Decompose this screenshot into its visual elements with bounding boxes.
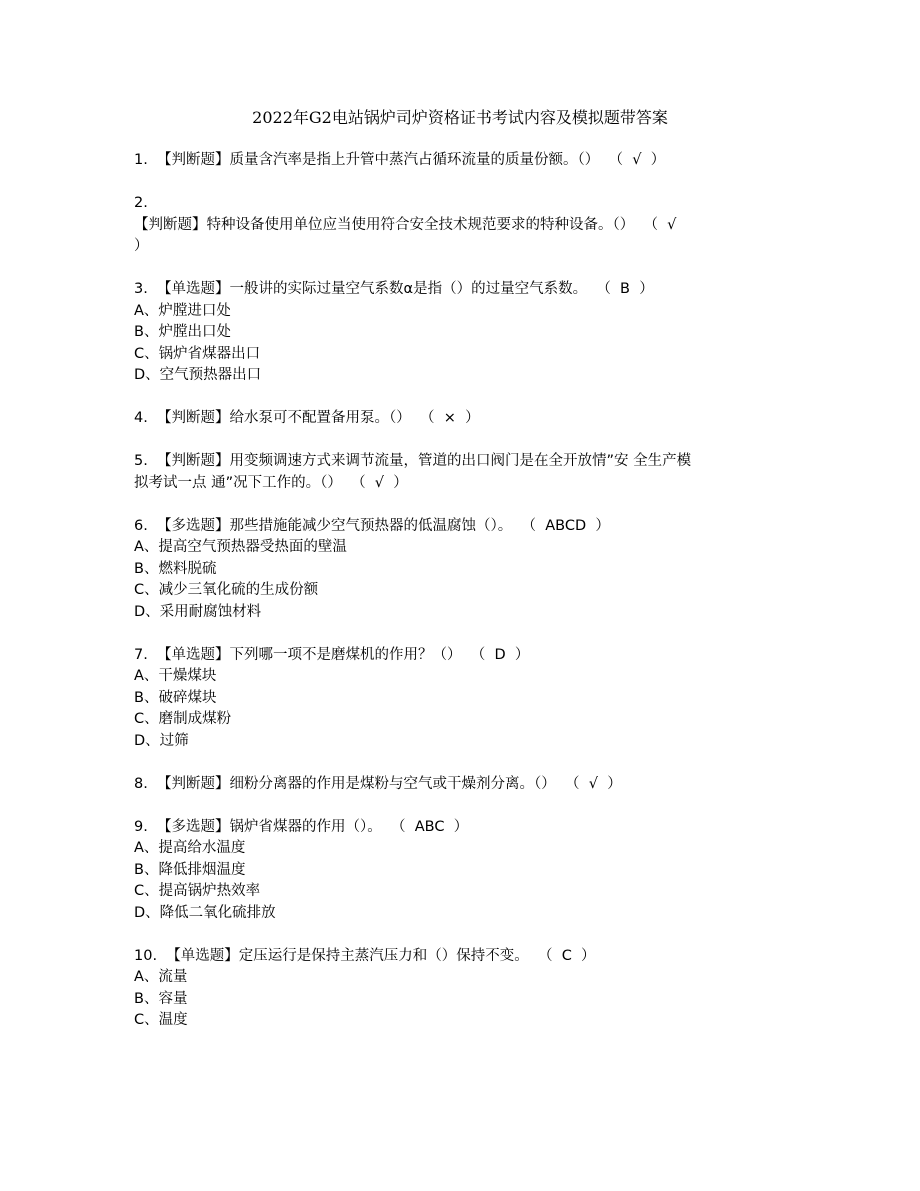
question-option: A、提高给水温度 [134, 840, 246, 856]
question-text: 8. 【判断题】细粉分离器的作用是煤粉与空气或干燥剂分离。（） （ √ ） [134, 775, 622, 792]
question-text: 5. 【判断题】用变频调速方式来调节流量，管道的出口阀门是在全开放情”安 全生产模 [134, 453, 692, 469]
question-item [134, 150, 794, 172]
document-title: 2022年G2电站锅炉司炉资格证书考试内容及模拟题带答案 [252, 108, 668, 127]
question-item [134, 774, 794, 796]
question-option: B、燃料脱硫 [134, 560, 217, 577]
question-option: A、流量 [134, 969, 188, 985]
question-option: C、提高锅炉热效率 [134, 883, 261, 899]
question-option: A、炉膛进口处 [134, 302, 231, 319]
question-option: B、破碎煤块 [134, 689, 217, 706]
question-item [134, 279, 794, 387]
question-text: 10. 【单选题】定压运行是保持主蒸汽压力和（）保持不变。 （ C ） [134, 947, 596, 964]
question-item [134, 408, 794, 430]
question-text: 【判断题】特种设备使用单位应当使用符合安全技术规范要求的特种设备。（） （ √ [134, 216, 677, 233]
question-list [134, 150, 794, 1053]
question-text: 4. 【判断题】给水泵可不配置备用泵。（） （ × ） [134, 410, 480, 426]
question-option: C、锅炉省煤器出口 [134, 345, 261, 362]
question-option: A、提高空气预热器受热面的壁温 [134, 539, 347, 555]
question-item [134, 946, 794, 1032]
question-text: 6. 【多选题】那些措施能减少空气预热器的低温腐蚀（）。 （ ABCD ） [134, 517, 610, 534]
question-option: C、磨制成煤粉 [134, 711, 232, 727]
question-item [134, 451, 794, 494]
question-option: D、降低二氧化硫排放 [134, 904, 276, 921]
question-option: C、温度 [134, 1012, 188, 1028]
question-option: B、降低排烟温度 [134, 861, 246, 878]
question-text: 1. 【判断题】质量含汽率是指上升管中蒸汽占循环流量的质量份额。（） （ √ ） [134, 152, 666, 168]
question-item [134, 645, 794, 753]
question-item [134, 817, 794, 925]
question-option: D、采用耐腐蚀材料 [134, 603, 262, 620]
question-option: B、炉膛出口处 [134, 324, 231, 340]
question-option: D、空气预热器出口 [134, 367, 262, 383]
question-option: C、减少三氧化硫的生成份额 [134, 582, 319, 598]
question-option: B、容量 [134, 990, 188, 1007]
question-option: D、过筛 [134, 732, 189, 749]
question-text: 2. [134, 195, 148, 211]
question-text: ） [134, 238, 149, 254]
question-text: 3. 【单选题】一般讲的实际过量空气系数α是指（）的过量空气系数。 （ B ） [134, 281, 654, 297]
question-item [134, 516, 794, 624]
question-text: 9. 【多选题】锅炉省煤器的作用（）。 （ ABC ） [134, 818, 469, 835]
question-text: 7. 【单选题】下列哪一项不是磨煤机的作用？（） （ D ） [134, 646, 530, 663]
question-text: 拟考试一点 通”况下工作的。（） （ √ ） [134, 474, 408, 491]
question-option: A、干燥煤块 [134, 668, 217, 684]
question-item [134, 193, 794, 258]
